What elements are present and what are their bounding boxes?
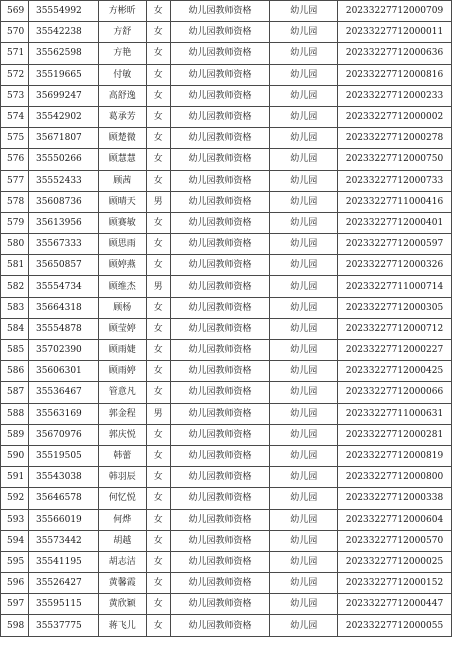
certificate-number: 20233227712000233 xyxy=(338,85,452,106)
row-number: 593 xyxy=(1,509,29,530)
row-number: 588 xyxy=(1,403,29,424)
name: 顾雨婕 xyxy=(98,340,146,361)
name: 方彬昕 xyxy=(98,1,146,22)
table-row xyxy=(1,128,452,149)
name: 韩羽辰 xyxy=(98,467,146,488)
table-row xyxy=(1,170,452,191)
certificate-type: 幼儿园教师资格 xyxy=(170,297,270,318)
name: 郭金程 xyxy=(98,403,146,424)
certificate-type: 幼儿园教师资格 xyxy=(170,530,270,551)
certificate-type: 幼儿园教师资格 xyxy=(170,212,270,233)
certificate-type: 幼儿园教师资格 xyxy=(170,106,270,127)
certificate-type: 幼儿园教师资格 xyxy=(170,318,270,339)
gender: 女 xyxy=(146,1,170,22)
exam-id: 35542902 xyxy=(28,106,98,127)
school-level: 幼儿园 xyxy=(270,340,338,361)
exam-id: 35646578 xyxy=(28,488,98,509)
row-number: 577 xyxy=(1,170,29,191)
name: 胡越 xyxy=(98,530,146,551)
table-row xyxy=(1,573,452,594)
certificate-number: 20233227712000281 xyxy=(338,424,452,445)
gender: 女 xyxy=(146,43,170,64)
certificate-type: 幼儿园教师资格 xyxy=(170,234,270,255)
exam-id: 35541195 xyxy=(28,551,98,572)
name: 方艳 xyxy=(98,43,146,64)
exam-id: 35650857 xyxy=(28,255,98,276)
table-row xyxy=(1,530,452,551)
name: 顾维杰 xyxy=(98,276,146,297)
table-row xyxy=(1,297,452,318)
certificate-number: 20233227712000011 xyxy=(338,22,452,43)
gender: 女 xyxy=(146,551,170,572)
school-level: 幼儿园 xyxy=(270,234,338,255)
table-row xyxy=(1,22,452,43)
name: 葛承芳 xyxy=(98,106,146,127)
certificate-type: 幼儿园教师资格 xyxy=(170,594,270,615)
row-number: 586 xyxy=(1,361,29,382)
table-row xyxy=(1,64,452,85)
name: 郭庆悦 xyxy=(98,424,146,445)
gender: 男 xyxy=(146,403,170,424)
row-number: 584 xyxy=(1,318,29,339)
school-level: 幼儿园 xyxy=(270,615,338,636)
row-number: 573 xyxy=(1,85,29,106)
certificate-type: 幼儿园教师资格 xyxy=(170,467,270,488)
certificate-number: 20233227712000066 xyxy=(338,382,452,403)
name: 顾赛敏 xyxy=(98,212,146,233)
table-row xyxy=(1,234,452,255)
row-number: 576 xyxy=(1,149,29,170)
row-number: 598 xyxy=(1,615,29,636)
name: 方舒 xyxy=(98,22,146,43)
gender: 女 xyxy=(146,573,170,594)
school-level: 幼儿园 xyxy=(270,128,338,149)
exam-id: 35536467 xyxy=(28,382,98,403)
exam-id: 35526427 xyxy=(28,573,98,594)
gender: 女 xyxy=(146,340,170,361)
certificate-number: 20233227712000816 xyxy=(338,64,452,85)
certificate-type: 幼儿园教师资格 xyxy=(170,382,270,403)
school-level: 幼儿园 xyxy=(270,318,338,339)
exam-id: 35554878 xyxy=(28,318,98,339)
gender: 女 xyxy=(146,488,170,509)
gender: 男 xyxy=(146,191,170,212)
name: 高舒逸 xyxy=(98,85,146,106)
school-level: 幼儿园 xyxy=(270,424,338,445)
exam-id: 35670976 xyxy=(28,424,98,445)
table-row xyxy=(1,85,452,106)
certificate-number: 20233227712000055 xyxy=(338,615,452,636)
gender: 女 xyxy=(146,382,170,403)
certificate-type: 幼儿园教师资格 xyxy=(170,1,270,22)
gender: 女 xyxy=(146,85,170,106)
name: 何烨 xyxy=(98,509,146,530)
row-number: 591 xyxy=(1,467,29,488)
exam-id: 35519665 xyxy=(28,64,98,85)
exam-id: 35519505 xyxy=(28,445,98,466)
exam-id: 35562598 xyxy=(28,43,98,64)
certificate-number: 20233227712000636 xyxy=(338,43,452,64)
table-row xyxy=(1,488,452,509)
school-level: 幼儿园 xyxy=(270,191,338,212)
certificate-type: 幼儿园教师资格 xyxy=(170,255,270,276)
certificate-number: 20233227712000750 xyxy=(338,149,452,170)
name: 顾慧慧 xyxy=(98,149,146,170)
table-row xyxy=(1,212,452,233)
row-number: 579 xyxy=(1,212,29,233)
exam-id: 35595115 xyxy=(28,594,98,615)
gender: 女 xyxy=(146,22,170,43)
gender: 女 xyxy=(146,170,170,191)
row-number: 575 xyxy=(1,128,29,149)
school-level: 幼儿园 xyxy=(270,85,338,106)
school-level: 幼儿园 xyxy=(270,276,338,297)
certificate-number: 20233227711000631 xyxy=(338,403,452,424)
certificate-number: 20233227712000425 xyxy=(338,361,452,382)
school-level: 幼儿园 xyxy=(270,1,338,22)
table-row xyxy=(1,43,452,64)
table-row xyxy=(1,509,452,530)
gender: 女 xyxy=(146,212,170,233)
row-number: 595 xyxy=(1,551,29,572)
school-level: 幼儿园 xyxy=(270,170,338,191)
school-level: 幼儿园 xyxy=(270,22,338,43)
table-row xyxy=(1,361,452,382)
certificate-number: 20233227712000338 xyxy=(338,488,452,509)
certificate-type: 幼儿园教师资格 xyxy=(170,361,270,382)
row-number: 589 xyxy=(1,424,29,445)
name: 顾茜 xyxy=(98,170,146,191)
name: 顾思雨 xyxy=(98,234,146,255)
row-number: 581 xyxy=(1,255,29,276)
certificate-number: 20233227712000712 xyxy=(338,318,452,339)
row-number: 597 xyxy=(1,594,29,615)
name: 顾雨婷 xyxy=(98,361,146,382)
exam-id: 35664318 xyxy=(28,297,98,318)
certificate-type: 幼儿园教师资格 xyxy=(170,615,270,636)
table-row xyxy=(1,551,452,572)
row-number: 587 xyxy=(1,382,29,403)
row-number: 592 xyxy=(1,488,29,509)
certificate-type: 幼儿园教师资格 xyxy=(170,170,270,191)
certificate-number: 20233227712000733 xyxy=(338,170,452,191)
table-row xyxy=(1,382,452,403)
row-number: 582 xyxy=(1,276,29,297)
certificate-number: 20233227711000416 xyxy=(338,191,452,212)
gender: 女 xyxy=(146,64,170,85)
name: 韩蕾 xyxy=(98,445,146,466)
row-number: 580 xyxy=(1,234,29,255)
gender: 女 xyxy=(146,509,170,530)
certificate-type: 幼儿园教师资格 xyxy=(170,509,270,530)
row-number: 569 xyxy=(1,1,29,22)
table-row xyxy=(1,445,452,466)
certificate-number: 20233227712000800 xyxy=(338,467,452,488)
gender: 女 xyxy=(146,530,170,551)
row-number: 585 xyxy=(1,340,29,361)
certificate-type: 幼儿园教师资格 xyxy=(170,445,270,466)
certificate-type: 幼儿园教师资格 xyxy=(170,551,270,572)
exam-id: 35606301 xyxy=(28,361,98,382)
gender: 男 xyxy=(146,276,170,297)
name: 何忆悦 xyxy=(98,488,146,509)
gender: 女 xyxy=(146,234,170,255)
name: 顾楚微 xyxy=(98,128,146,149)
row-number: 590 xyxy=(1,445,29,466)
exam-id: 35543038 xyxy=(28,467,98,488)
certificate-type: 幼儿园教师资格 xyxy=(170,149,270,170)
exam-id: 35550266 xyxy=(28,149,98,170)
certificate-type: 幼儿园教师资格 xyxy=(170,573,270,594)
exam-id: 35702390 xyxy=(28,340,98,361)
school-level: 幼儿园 xyxy=(270,64,338,85)
table-row xyxy=(1,149,452,170)
name: 付敏 xyxy=(98,64,146,85)
exam-id: 35608736 xyxy=(28,191,98,212)
gender: 女 xyxy=(146,318,170,339)
school-level: 幼儿园 xyxy=(270,445,338,466)
certificate-number: 20233227712000305 xyxy=(338,297,452,318)
gender: 女 xyxy=(146,361,170,382)
school-level: 幼儿园 xyxy=(270,551,338,572)
gender: 女 xyxy=(146,255,170,276)
school-level: 幼儿园 xyxy=(270,573,338,594)
exam-id: 35699247 xyxy=(28,85,98,106)
table-row xyxy=(1,340,452,361)
certificate-number: 20233227712000278 xyxy=(338,128,452,149)
school-level: 幼儿园 xyxy=(270,382,338,403)
certificate-type: 幼儿园教师资格 xyxy=(170,403,270,424)
certificate-number: 20233227712000819 xyxy=(338,445,452,466)
certificate-type: 幼儿园教师资格 xyxy=(170,488,270,509)
certificate-number: 20233227712000025 xyxy=(338,551,452,572)
exam-id: 35554992 xyxy=(28,1,98,22)
school-level: 幼儿园 xyxy=(270,212,338,233)
gender: 女 xyxy=(146,594,170,615)
certificate-number: 20233227712000570 xyxy=(338,530,452,551)
gender: 女 xyxy=(146,128,170,149)
certificate-number: 20233227711000714 xyxy=(338,276,452,297)
certificate-type: 幼儿园教师资格 xyxy=(170,128,270,149)
name: 顾婷燕 xyxy=(98,255,146,276)
school-level: 幼儿园 xyxy=(270,594,338,615)
certificate-number: 20233227712000709 xyxy=(338,1,452,22)
table-row xyxy=(1,403,452,424)
school-level: 幼儿园 xyxy=(270,467,338,488)
school-level: 幼儿园 xyxy=(270,149,338,170)
certificate-type: 幼儿园教师资格 xyxy=(170,424,270,445)
row-number: 596 xyxy=(1,573,29,594)
table-row xyxy=(1,318,452,339)
table-row xyxy=(1,191,452,212)
school-level: 幼儿园 xyxy=(270,361,338,382)
exam-id: 35563169 xyxy=(28,403,98,424)
name: 顾晴天 xyxy=(98,191,146,212)
row-number: 572 xyxy=(1,64,29,85)
school-level: 幼儿园 xyxy=(270,43,338,64)
exam-id: 35671807 xyxy=(28,128,98,149)
table-row xyxy=(1,1,452,22)
row-number: 578 xyxy=(1,191,29,212)
gender: 女 xyxy=(146,149,170,170)
table-row xyxy=(1,255,452,276)
table-row xyxy=(1,276,452,297)
table-row xyxy=(1,424,452,445)
row-number: 570 xyxy=(1,22,29,43)
name: 顾莹婷 xyxy=(98,318,146,339)
exam-id: 35567333 xyxy=(28,234,98,255)
certificate-number: 20233227712000447 xyxy=(338,594,452,615)
exam-id: 35552433 xyxy=(28,170,98,191)
certificate-number: 20233227712000401 xyxy=(338,212,452,233)
certificate-number: 20233227712000597 xyxy=(338,234,452,255)
name: 管意凡 xyxy=(98,382,146,403)
exam-id: 35566019 xyxy=(28,509,98,530)
row-number: 583 xyxy=(1,297,29,318)
certificate-number: 20233227712000326 xyxy=(338,255,452,276)
exam-id: 35542238 xyxy=(28,22,98,43)
exam-id: 35554734 xyxy=(28,276,98,297)
name: 黄欣颖 xyxy=(98,594,146,615)
table-row xyxy=(1,594,452,615)
certificate-number: 20233227712000002 xyxy=(338,106,452,127)
certificate-type: 幼儿园教师资格 xyxy=(170,22,270,43)
exam-id: 35537775 xyxy=(28,615,98,636)
school-level: 幼儿园 xyxy=(270,106,338,127)
gender: 女 xyxy=(146,106,170,127)
certificate-type: 幼儿园教师资格 xyxy=(170,85,270,106)
gender: 女 xyxy=(146,615,170,636)
name: 蒋飞儿 xyxy=(98,615,146,636)
school-level: 幼儿园 xyxy=(270,297,338,318)
gender: 女 xyxy=(146,424,170,445)
certificate-number: 20233227712000152 xyxy=(338,573,452,594)
name: 黄馨霞 xyxy=(98,573,146,594)
gender: 女 xyxy=(146,445,170,466)
certificate-type: 幼儿园教师资格 xyxy=(170,64,270,85)
certificate-number: 20233227712000604 xyxy=(338,509,452,530)
exam-id: 35613956 xyxy=(28,212,98,233)
school-level: 幼儿园 xyxy=(270,509,338,530)
row-number: 574 xyxy=(1,106,29,127)
name: 顾杨 xyxy=(98,297,146,318)
row-number: 594 xyxy=(1,530,29,551)
certificate-type: 幼儿园教师资格 xyxy=(170,276,270,297)
name: 胡志洁 xyxy=(98,551,146,572)
school-level: 幼儿园 xyxy=(270,488,338,509)
certificate-type: 幼儿园教师资格 xyxy=(170,340,270,361)
gender: 女 xyxy=(146,467,170,488)
certificate-type: 幼儿园教师资格 xyxy=(170,43,270,64)
certificate-number: 20233227712000227 xyxy=(338,340,452,361)
table-row xyxy=(1,106,452,127)
gender: 女 xyxy=(146,297,170,318)
table-row xyxy=(1,467,452,488)
certificate-type: 幼儿园教师资格 xyxy=(170,191,270,212)
school-level: 幼儿园 xyxy=(270,530,338,551)
table-row xyxy=(1,615,452,636)
exam-id: 35573442 xyxy=(28,530,98,551)
school-level: 幼儿园 xyxy=(270,255,338,276)
row-number: 571 xyxy=(1,43,29,64)
school-level: 幼儿园 xyxy=(270,403,338,424)
table-body xyxy=(1,1,452,637)
